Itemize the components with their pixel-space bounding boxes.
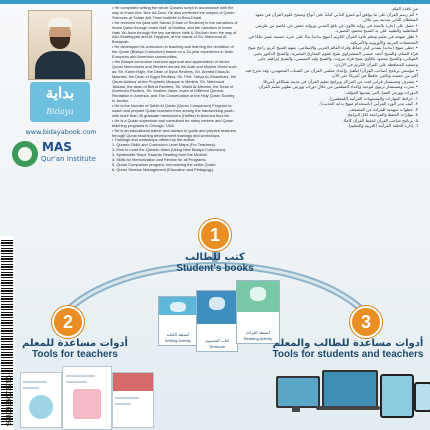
logo-arabic: بداية xyxy=(45,84,75,102)
tool-phone xyxy=(414,382,430,412)
english-bio xyxy=(112,6,238,222)
bio-paragraph: • He is an educational trainer and advisor to guide and prepare teachers through Quran teaching development trainings and workshops. xyxy=(112,127,236,138)
svg-text:9780996673756: 9780996673756 xyxy=(6,375,13,426)
arabic-bio xyxy=(244,6,418,222)
section-1-title-english: Student's books xyxy=(176,263,254,274)
bio-list-item: ١. خرائط المهارات والمستويات القرآنية (للمعلمين). xyxy=(328,95,418,101)
isbn-barcode xyxy=(0,236,14,430)
section-1-title-arabic: كتب للطالب xyxy=(185,252,245,263)
bio-list-item: 3. Systematic Steps Towards Reading from the Mushaf. xyxy=(112,152,208,158)
book-label-arabic: أنشطة القراءة xyxy=(245,330,271,335)
website-url[interactable]: www.bidayabook.com xyxy=(25,128,97,136)
tool-tablet xyxy=(380,374,414,418)
bio-paragraph: • Trainings and workshops offered by the author: xyxy=(112,137,196,143)
bio-list-item: 2. How to Lead the Quranic Ward (Using New Bidaya Curriculum). xyxy=(112,147,227,153)
book-reading-activity xyxy=(236,280,280,344)
book-label-english: Textbook xyxy=(208,344,225,349)
bio-list-item: 4. Skills for Memorization and Review for all Programs. xyxy=(112,157,207,163)
bio-list-item: ٢. كيف تدير الورد القرآني (باستخدام منهج بداية الحديث). xyxy=(318,101,418,107)
section-1-title xyxy=(150,252,280,274)
book-writing-activity xyxy=(158,296,198,346)
bio-paragraph: • He developed his curriculum in teaching and learning the recitation of the Quran (Bidaya Curriculum) based on a 15-year experience in Arab, European and American communities. xyxy=(112,44,234,60)
mas-crest-icon xyxy=(12,141,38,167)
section-number-1: 1 xyxy=(199,219,231,251)
book-label-english: Writing Activity xyxy=(165,338,191,343)
bio-paragraph: • مدرب ومستشار تربوي لتوجيه وإعداد المعلمين من خلال دورات وورش تطوير تعليم القرآن. xyxy=(257,84,418,90)
bidaya-logo xyxy=(30,82,90,122)
section-number-2: 2 xyxy=(52,306,84,338)
tool-monitor xyxy=(276,376,320,408)
bio-list-item: ٤. مهارات الحفظ والمراجعة لكل البرامج. xyxy=(346,112,418,118)
monitor-stand xyxy=(292,406,300,412)
book-label-english: Reading Activity xyxy=(243,336,273,341)
book-textbook xyxy=(196,290,238,352)
book-label-arabic: كتاب المستوى xyxy=(205,338,229,343)
bio-paragraph: • حظي منهج (بداية) بتقدير كبار حفاظ وقراء العالم العربي والإسلامي، منهم الشيخ كريم راجح شيخ قراء الشام، والشيخ أحمد عيسى المعصراوي شيخ عموم المقارئ المصرية، والشيخ الدكتور يحيى الغوثاني، والشيخ محمود عكاوي شيخ قراء بيروت، والشيخ وليد المنيسي، والشيخ إبراهيم جابر، وجمعية المحافظة على القرآن الكريم في الأردن. xyxy=(248,45,418,67)
bio-list-item: ٦. إدارة الحلقة القرآنية (التربية والتعليم). xyxy=(347,123,418,129)
mas-name: MAS xyxy=(42,140,72,154)
barcode-number xyxy=(0,236,14,430)
teacher-tool-poster xyxy=(112,372,154,428)
bio-list-item: 1. Quranic Skills and Curriculum Level Maps (For Teachers). xyxy=(112,142,216,148)
section-2-title-arabic: أدوات مساعدة للمعلم xyxy=(22,338,128,349)
bio-list-item: ٥. برنامج صاحب القرآن لحفظ القرآن كاملًا. xyxy=(342,117,418,123)
section-2-title-english: Tools for teachers xyxy=(32,349,118,360)
bio-list-item: ٣. خطوات منهجية للقراءة من المصحف. xyxy=(348,106,418,112)
bio-list-item: 6. Quran Session Management (Education and Pedagogy). xyxy=(112,166,215,172)
logo-english: Bidaya xyxy=(46,107,74,116)
bio-paragraph: • أتم رسم القرآن على ما يوافق أبو عمرو الداني كتابةً على أنواع وصحح علوم القرآن في معهد السلطان الثاني بمدينة بني ملال. xyxy=(255,11,418,23)
mas-logo xyxy=(10,140,100,174)
bio-paragraph: • His Bidaya curriculum received approval and appreciation of senior Quran Memorizers and Reciters across the Arab and Muslim World such as: Sh. Karim Rajih, the Dean of Syria Reciters, Sh. Ahmed Eissa Al-Masrawi, the Dean of Egypt Reciters, Sh. Prof. Yahya Al-Ghawthani, the Quran Advisor at the Prophetic Mosque in Medina, Sh. Mahmoud 'Akkawi, the dean of Beirut Reciters, Sh. Walid Al-Meneisi, the Dean of America's Reciters, Sh. Ibrahim Jaber, Imam of Different Quranic Recitation in America, and The Conservation of the Holy Quran Society in Jordan. xyxy=(112,58,237,104)
section-3-title xyxy=(268,338,428,360)
bio-paragraph: • He is a Quran supervisor and consultant for many centers and Quran teaching programs in Chicago, USA. xyxy=(112,117,234,128)
bio-paragraph: • طوّر منهجه في تعليم وتعلم تلاوة القرآن الكريم (منهج بداية) بناءً على خبرة خمسة عشر عامًا في المجتمعات العربية والأوروبية والأمريكية. xyxy=(248,33,418,45)
book-label-arabic: أنشطة الكتابة xyxy=(166,332,190,337)
bio-paragraph: • مؤسس برنامج (صاحب القرآن) لتأهيل وإعداد معلمي القرآن من الشباب المجتهدين، وقد تخرج فيه أكثر من خمسة وثلاثين حافظًا في أمريكا حتى الآن. xyxy=(245,67,418,79)
bio-paragraph: • He completed writing the whole Quranic script in accordance with the way of Imam Abu 'Amr Ad-Dani. He also perfected the subject of Quran Sciences at Sultan Ath-Thani Institute in Beni-Dhaal. xyxy=(112,6,235,20)
tool-laptop xyxy=(322,370,378,410)
section-number-3: 3 xyxy=(350,306,382,338)
section-3-title-english: Tools for students and teachers xyxy=(272,349,424,360)
bio-paragraph: • حصل على إجازة بالسند في رواية قالون عن نافع المدني ورواية حفص عن عاصم من طريقي الشاطبية والطيبة على يد الشيخ محمود البصيرة. xyxy=(255,22,418,34)
bio-paragraph: • مشرف ومستشار قرآني لعدد من المراكز وبرامج تعليم القرآن في مدينة شيكاغو بأمريكا. xyxy=(262,78,418,84)
bio-paragraph: الدورات وورش العمل التي يقدمها المؤلف: xyxy=(344,89,418,95)
section-2-title xyxy=(20,338,130,360)
author-photo xyxy=(28,10,92,80)
mas-subtitle: Qur'an Institute xyxy=(41,155,96,163)
laptop-base xyxy=(316,406,380,410)
teacher-tool-cards xyxy=(62,366,112,430)
bio-paragraph: من نافذة القلم. xyxy=(391,6,418,11)
bio-paragraph: • He is the founder of Sahib Al Quran (Quran Companion) Program to coach and prepare Quran teachers from among the hardworking youth, with more than 35 graduate memorizers (Huffaz) in America thus far. xyxy=(112,103,235,118)
bio-list-item: 5. Quran Companion program- memorizing the entire Quran. xyxy=(112,162,217,167)
top-strip xyxy=(0,0,430,4)
bio-paragraph: • He received his ijaza with Sanad (Chain of Reciters) in the narrations of Imam Qalun through Imam Nafi' of Madina, and the narration of Imam Hafs 'An Asim through the two narrators Hafs & Shu'bah from the way of Ash-Shatibiyyah and At-Tayyibah, at the hands of Sh. Mahmoud Al Busayrah. xyxy=(112,19,238,45)
section-3-title-arabic: أدوات مساعدة للطالب والمعلم xyxy=(272,338,424,349)
teacher-tool-guide xyxy=(20,372,62,428)
